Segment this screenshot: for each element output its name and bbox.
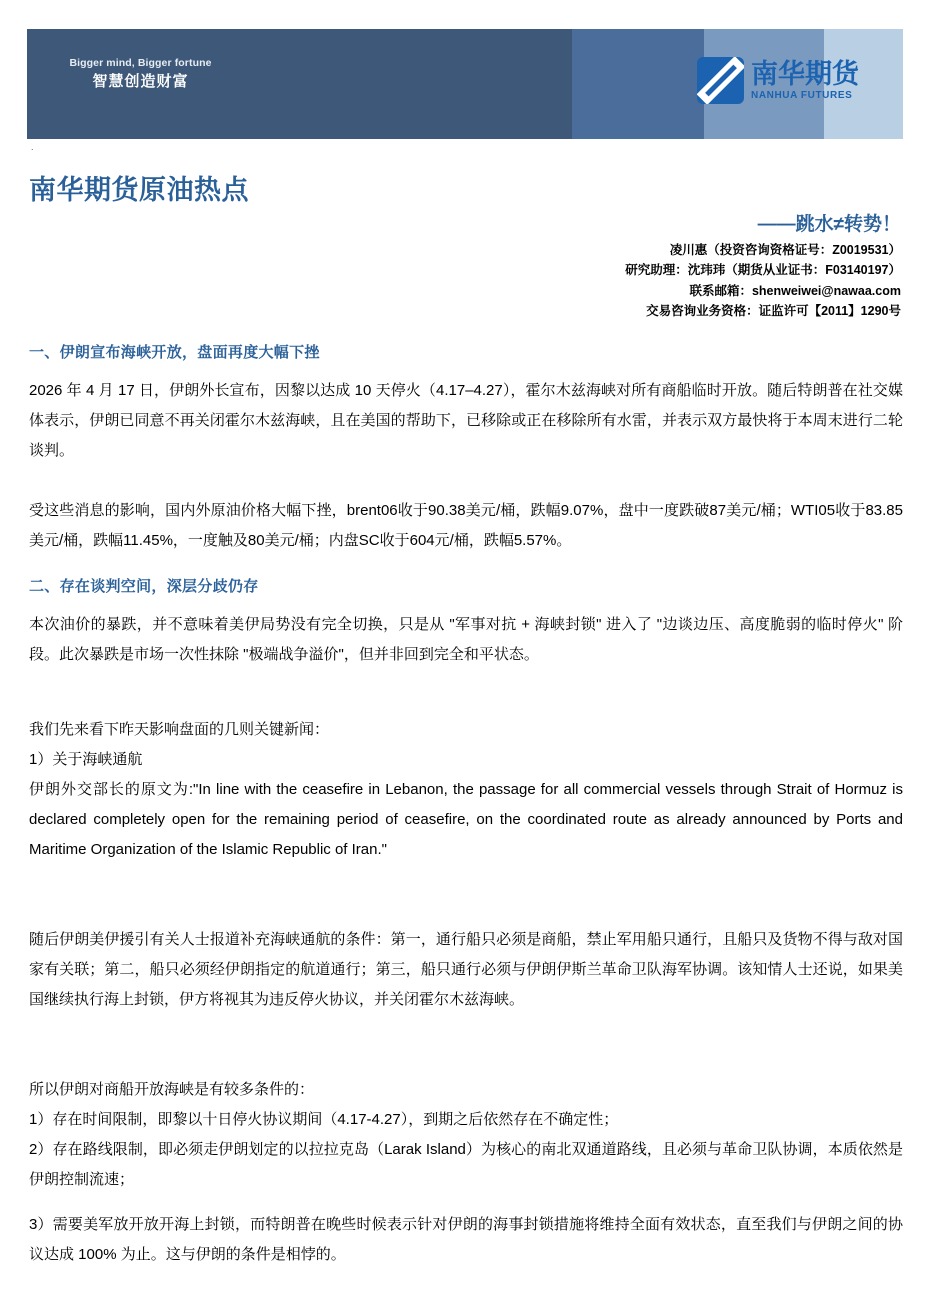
conditions-description: 随后伊朗美伊援引有关人士报道补充海峡通航的条件：第一，通行船只必须是商船，禁止军用船只通行，且船只及货物不得与敌对国家有关联；第二，船只必须经伊朗指定的航道通行；第三，船只通行必须与伊朗伊斯兰革命卫队海军协调。该知情人士还说，如果美国继续执行海上封锁，伊方将视其为违反停火协议，并关闭霍尔木兹海峡。 [29,931,903,1008]
tagline-english: Bigger mind, Bigger fortune [69,57,212,69]
byline-email: 联系邮箱：shenweiwei@nawaa.com [689,283,901,298]
condition-item-3: 3）需要美军放开放开海上封锁，而特朗普在晚些时候表示针对伊朗的海事封锁措施将维持全面有效状态，直至我们与伊朗之间的协议达成 100% 为止。这与伊朗的条件是相悖的。 [29,1216,903,1263]
byline-license: 交易咨询业务资格：证监许可【2011】1290号 [646,303,901,318]
section-1-paragraph-1: 2026 年 4 月 17 日，伊朗外长宣布，因黎以达成 10 天停火（4.17–4.27），霍尔木兹海峡对所有商船临时开放。随后特朗普在社交媒体表示，伊朗已同意不再关闭霍尔木兹海峡，且在美国的帮助下，已移除或正在移除所有水雷，并表示双方最快将于本周末进行二轮谈判。 [29,382,903,459]
company-logo [697,57,859,104]
tagline-chinese: 智慧创造财富 [92,73,189,91]
banner-panel-2 [572,29,704,139]
author-block [625,240,901,321]
page-subtitle: ——跳水≠转势！ [757,214,901,235]
condition-item-1: 1）存在时间限制，即黎以十日停火协议期间（4.17-4.27），到期之后依然存在不确定性； [29,1111,619,1128]
conditions-lead-in: 所以伊朗对商船开放海峡是有较多条件的： [29,1081,315,1098]
news-item-1-label: 1）关于海峡通航 [29,751,143,768]
logo-wordmark [751,58,859,101]
logo-name-english: NANHUA FUTURES [751,89,853,101]
logo-name-chinese: 南华期货 [751,58,859,89]
nanhua-diamond-icon [697,57,744,104]
page-title: 南华期货原油热点 [29,175,249,205]
stray-mark: . [31,142,34,152]
byline-assistant: 研究助理：沈玮玮（期货从业证书：F03140197） [625,263,901,278]
section-1-paragraph-2: 受这些消息的影响，国内外原油价格大幅下挫，brent06收于90.38美元/桶，跌幅9.07%，盘中一度跌破87美元/桶；WTI05收于83.85美元/桶，跌幅11.45%，一度触及80美元/桶；内盘SC收于604元/桶，跌幅5.57%。 [29,502,903,549]
section-heading-1: 一、伊朗宣布海峡开放，盘面再度大幅下挫 [29,344,320,361]
byline-analyst: 凌川惠（投资咨询资格证号：Z0019531） [669,243,901,257]
section-heading-2: 二、存在谈判空间，深层分歧仍存 [29,578,259,595]
quote-original-text: 伊朗外交部长的原文为:"In line with the ceasefire in Lebanon, the passage for all commercial vessels through Strait of Hormuz is declared completely open for the remaining period of ceasefire, on the coordinated route as already announced by Ports and Maritime Organization of the Islamic Republic of Iran." [29,781,903,858]
section-2-lead-in: 我们先来看下昨天影响盘面的几则关键新闻： [29,721,330,738]
condition-item-2: 2）存在路线限制，即必须走伊朗划定的以拉拉克岛（Larak Island）为核心的南北双通道路线，且必须与革命卫队协调，本质依然是伊朗控制流速； [29,1141,903,1188]
company-tagline [33,57,248,92]
section-2-paragraph-1: 本次油价的暴跌，并不意味着美伊局势没有完全切换，只是从 "军事对抗 + 海峡封锁" 进入了 "边谈边压、高度脆弱的临时停火" 阶段。此次暴跌是市场一次性抹除 "极端战争溢价"，但并非回到完全和平状态。 [29,616,903,663]
